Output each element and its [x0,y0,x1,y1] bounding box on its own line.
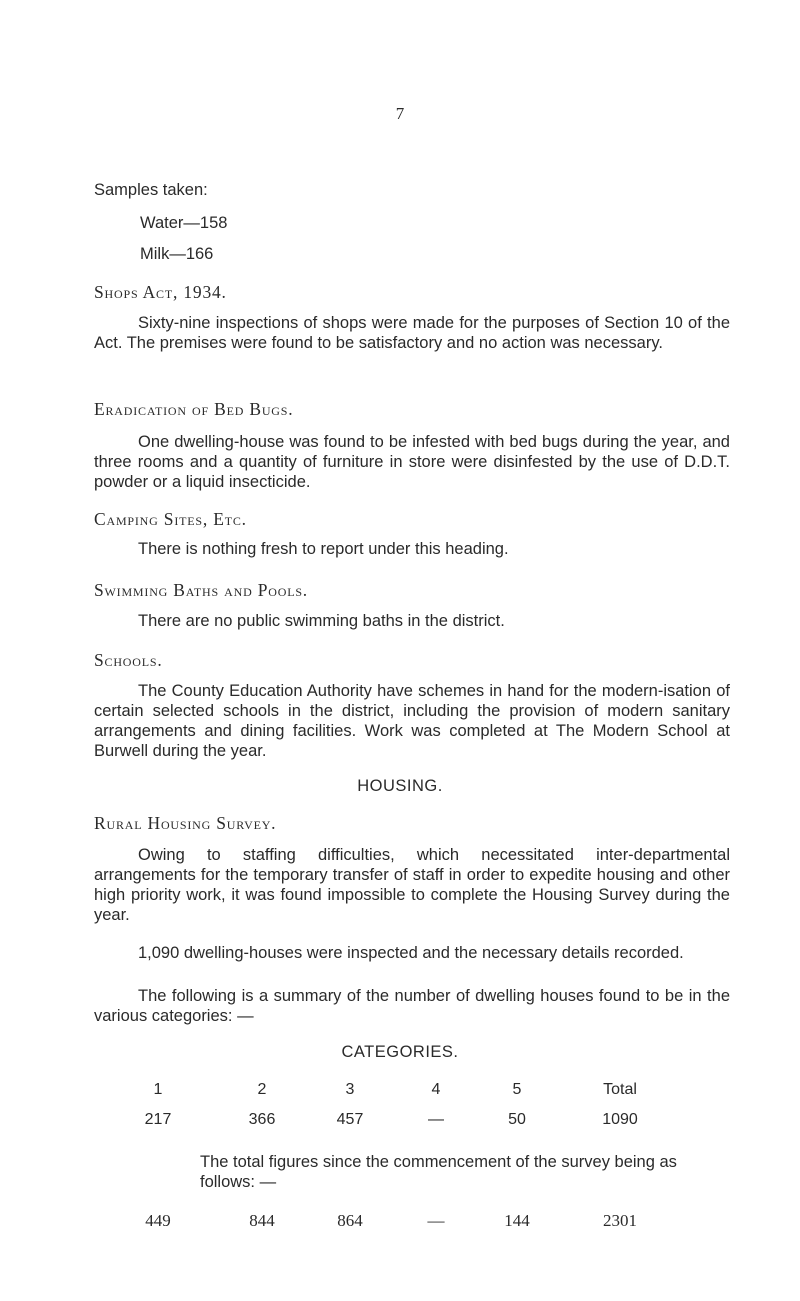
swimming-heading: Swimming Baths and Pools. [94,580,308,600]
totals-value-2: 844 [249,1211,275,1230]
category-value-5: 50 [508,1111,526,1128]
category-value-1: 217 [144,1111,172,1128]
housing-para-1: Owing to staffing difficulties, which necessitated inter-departmental arrangements for the temporary transfer of staff in order to expedite housing and other high priority work, it was found impossible to complete the Housing Survey during the year. [94,846,730,924]
bedbugs-heading: Eradication of Bed Bugs. [94,399,294,419]
category-value-4: — [428,1111,444,1128]
schools-heading: Schools. [94,650,163,670]
totals-value-5: 144 [504,1211,530,1230]
totals-value-total: 2301 [603,1211,637,1230]
category-value-total: 1090 [602,1111,638,1128]
categories-heading: CATEGORIES. [341,1043,459,1061]
category-value-2: 366 [248,1111,276,1128]
swimming-text: There are no public swimming baths in the district. [138,612,505,630]
category-header-2: 2 [257,1081,267,1098]
totals-value-4: — [427,1211,445,1230]
rural-survey-heading: Rural Housing Survey. [94,813,277,833]
samples-water: Water—158 [140,214,228,232]
category-header-4: 4 [431,1081,441,1098]
totals-value-1: 449 [145,1211,171,1230]
samples-title: Samples taken: [94,181,208,199]
housing-para-3: The following is a summary of the number of dwelling houses found to be in the various categories: — [94,987,730,1025]
category-header-5: 5 [512,1081,522,1098]
bedbugs-text: One dwelling-house was found to be infested with bed bugs during the year, and three rooms and a quantity of furniture in store were disinfested by the use of D.D.T. powder or a liquid insecticide. [94,433,730,491]
page-number: 7 [395,104,405,123]
shops-text: Sixty-nine inspections of shops were made for the purposes of Section 10 of the Act. The premises were found to be satisfactory and no action was necessary. [94,314,730,352]
samples-milk: Milk—166 [140,245,214,263]
shops-heading: Shops Act, 1934. [94,282,227,302]
housing-para-2: 1,090 dwelling-houses were inspected and the necessary details recorded. [138,944,684,962]
category-header-1: 1 [153,1081,163,1098]
schools-text: The County Education Authority have schemes in hand for the modern-isation of certain selected schools in the district, including the provision of modern sanitary arrangements and dining facilities. Work was completed at The Modern School at Burwell during the year. [94,682,730,760]
category-header-3: 3 [345,1081,355,1098]
totals-value-3: 864 [337,1211,363,1230]
category-value-3: 457 [336,1111,364,1128]
category-header-total: Total [603,1081,637,1098]
totals-text: The total figures since the commencement of the survey being as follows: — [200,1153,677,1191]
camping-heading: Camping Sites, Etc. [94,509,247,529]
housing-heading: HOUSING. [357,777,443,795]
camping-text: There is nothing fresh to report under this heading. [138,540,509,558]
